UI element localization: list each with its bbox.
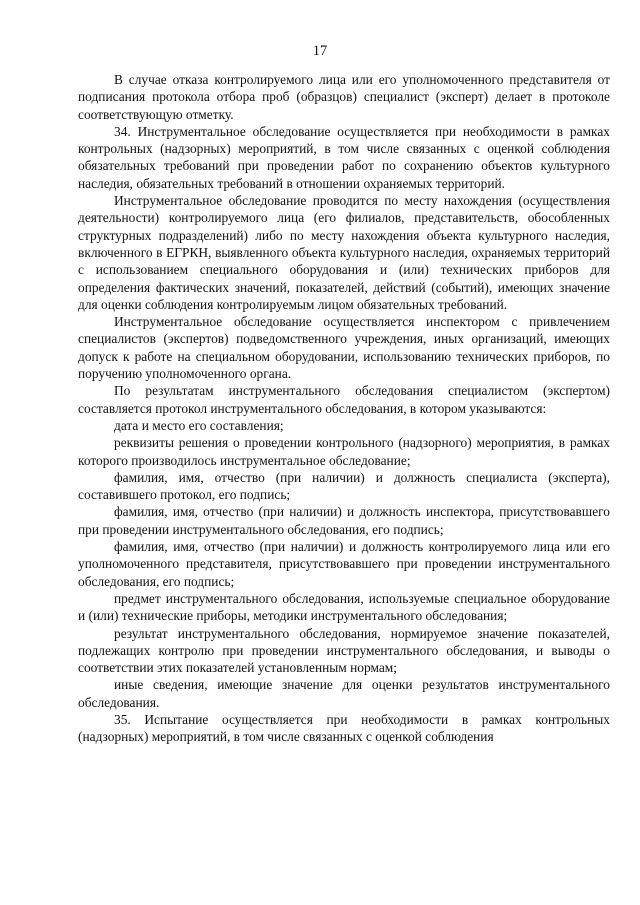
list-item-date-place: дата и место его составления; xyxy=(114,417,284,433)
document-body xyxy=(78,71,610,746)
paragraph-instrumental-location: Инструментальное обследование проводится по месту нахождения (осуществления деятельности) контролируемого лица (его филиалов, представительств, обособленных структурных подразделений) либо по месту нахождения объекта культурного наследия, включенного в ЕГРКН, выявленного объекта культурного наследия, охраняемых территорий с использованием специального оборудования и (или) технических приборов для определения фактических значений, показателей, действий (событий), имеющих значение для оценки соблюдения контролируемым лицом обязательных требований. xyxy=(78,193,610,312)
list-item-specialist: фамилия, имя, отчество (при наличии) и должность специалиста (эксперта), составившего протокол, его подпись; xyxy=(78,469,610,503)
paragraph-refusal-note: В случае отказа контролируемого лица или его уполномоченного представителя от подписания протокола отбора проб (образцов) специалист (эксперт) делает в протоколе соответствующую отметку. xyxy=(78,72,610,122)
paragraph-item-34: 34. Инструментальное обследование осуществляется при необходимости в рамках контрольных (надзорных) мероприятий, в том числе связанных с оценкой соблюдения обязательных требований при проведении работ по сохранению объектов культурного наследия, обязательных требований в отношении охраняемых территорий. xyxy=(78,123,610,191)
list-item-decision-details: реквизиты решения о проведении контрольного (надзорного) мероприятия, в рамках которого производилось инструментальное обследование; xyxy=(78,435,610,468)
paragraph-instrumental-inspector: Инструментальное обследование осуществляется инспектором с привлечением специалистов (экспертов) подведомственного учреждения, иных организаций, имеющих допуск к работе на специальном оборудовании, использованию технических приборов, по поручению уполномоченного органа. xyxy=(78,314,610,382)
paragraph-item-35: 35. Испытание осуществляется при необходимости в рамках контрольных (надзорных) мероприятий, в том числе связанных с оценкой соблюдения xyxy=(78,711,610,745)
list-item-subject: предмет инструментального обследования, используемые специальное оборудование и (или) технические приборы, методики инструментального обследования; xyxy=(78,590,610,624)
paragraph-protocol-intro: По результатам инструментального обследования специалистом (экспертом) составляется протокол инструментального обследования, в котором указываются: xyxy=(78,383,610,416)
list-item-other-info: иные сведения, имеющие значение для оценки результатов инструментального обследования. xyxy=(78,677,610,710)
list-item-controlled-person: фамилия, имя, отчество (при наличии) и должность контролируемого лица или его уполномоченного представителя, присутствовавшего при проведении инструментального обследования, его подпись; xyxy=(78,539,610,589)
list-item-result: результат инструментального обследования, нормируемое значение показателей, подлежащих контролю при проведении инструментального обследования, и выводы о соответствии этих показателей установленным нормам; xyxy=(78,625,610,676)
page-number: 17 xyxy=(312,43,328,59)
list-item-inspector: фамилия, имя, отчество (при наличии) и должность инспектора, присутствовавшего при проведении инструментального обследования, его подпись; xyxy=(78,504,610,537)
